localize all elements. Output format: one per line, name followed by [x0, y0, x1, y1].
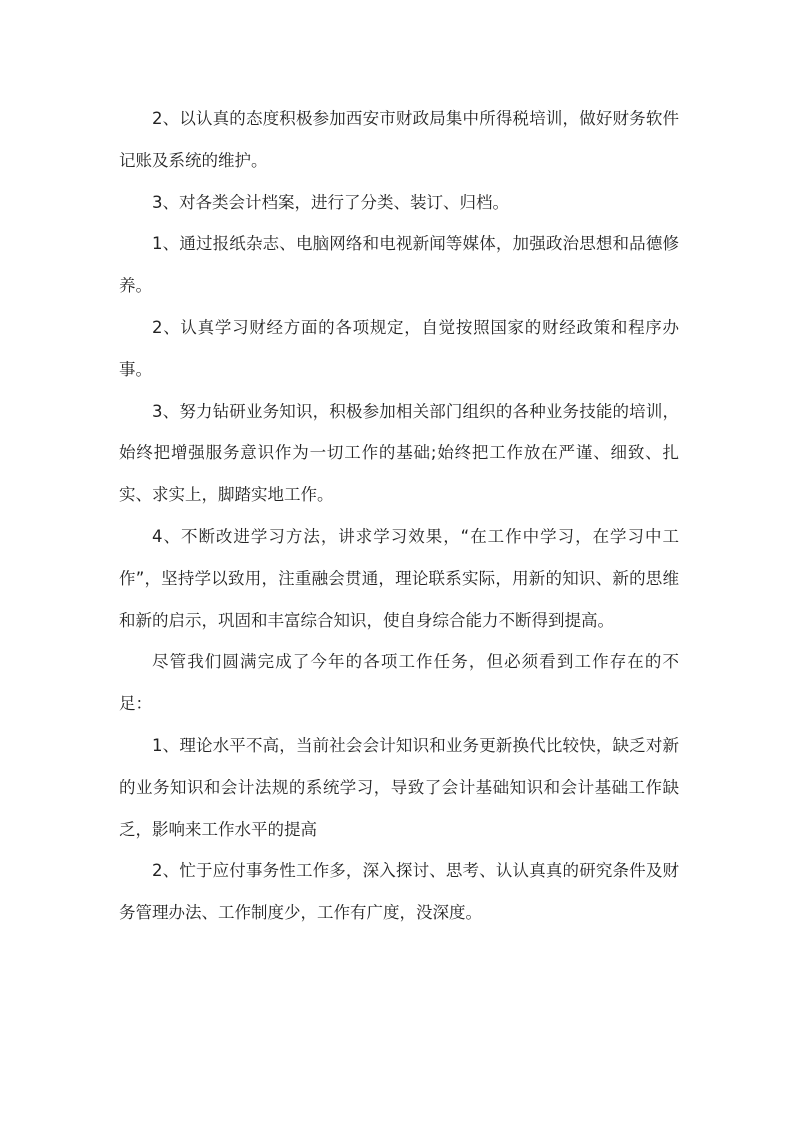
paragraph-political-study: 1、通过报纸杂志、电脑网络和电视新闻等媒体，加强政治思想和品德修养。	[119, 234, 679, 296]
paragraph-shortcomings-intro: 尽管我们圆满完成了今年的各项工作任务，但必须看到工作存在的不足：	[119, 652, 679, 714]
paragraph-business-skills: 3、努力钻研业务知识，积极参加相关部门组织的各种业务技能的培训，始终把增强服务意识作为一切工作的基础;始终把工作放在严谨、细致、扎实、求实上，脚踏实地工作。	[119, 401, 679, 505]
paragraph-tax-training: 2、以认真的态度积极参加西安市财政局集中所得税培训，做好财务软件记账及系统的维护。	[119, 109, 679, 170]
paragraph-shortcoming-depth: 2、忙于应付事务性工作多，深入探讨、思考、认认真真的研究条件及财务管理办法、工作制度少，工作有广度，没深度。	[119, 861, 679, 923]
document-body	[119, 98, 679, 934]
paragraph-shortcoming-theory: 1、理论水平不高，当前社会会计知识和业务更新换代比较快，缺乏对新的业务知识和会计法规的系统学习，导致了会计基础知识和会计基础工作缺乏，影响来工作水平的提高	[119, 735, 679, 839]
paragraph-archives: 3、对各类会计档案，进行了分类、装订、归档。	[152, 192, 509, 212]
paragraph-regulations: 2、认真学习财经方面的各项规定，自觉按照国家的财经政策和程序办事。	[119, 317, 679, 379]
paragraph-learning-methods: 4、不断改进学习方法，讲求学习效果，“在工作中学习，在学习中工作”，坚持学以致用，注重融会贯通，理论联系实际，用新的知识、新的思维和新的启示，巩固和丰富综合知识，使自身综合能力不断得到提高。	[119, 526, 679, 630]
